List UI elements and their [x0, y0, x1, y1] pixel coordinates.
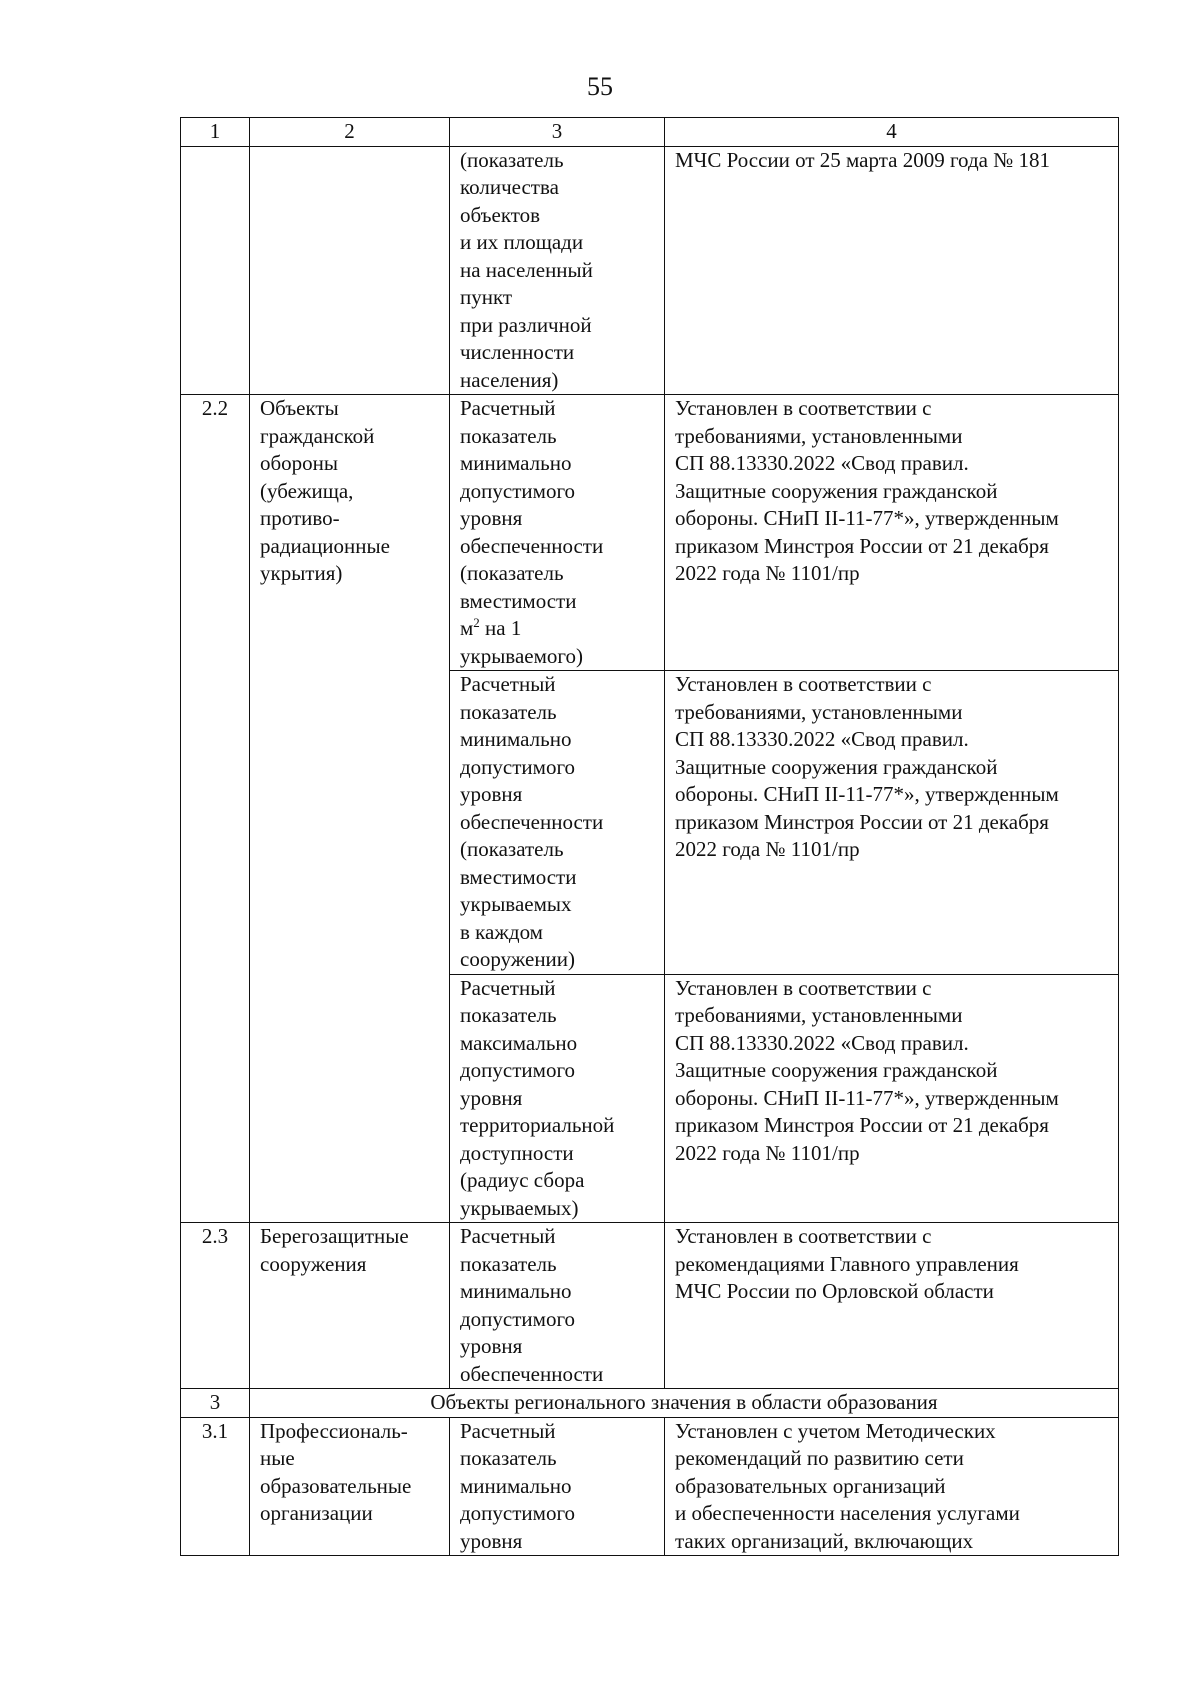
text-line: минимально	[460, 451, 572, 475]
text-line: укрываемого)	[460, 643, 583, 668]
text-line: СП 88.13330.2022 «Свод правил.	[675, 1030, 969, 1055]
cell-indicator	[450, 1223, 665, 1389]
text-line: 2022 года № 1101/пр	[675, 1140, 860, 1165]
text-line: численности	[460, 340, 575, 364]
text-line: уровня	[460, 782, 523, 806]
text-line: количества	[460, 175, 559, 199]
header-cell-1: 1	[181, 118, 250, 147]
cell-basis	[665, 974, 1119, 1223]
cell-basis	[665, 395, 1119, 671]
text-line: обороны. СНиП II-11-77*», утвержденным	[675, 782, 1059, 806]
text-line: гражданской	[260, 423, 375, 448]
cell-indicator	[450, 395, 665, 671]
table-header-row	[181, 118, 1119, 147]
unit-superscript: 2	[473, 615, 480, 630]
text-line: (показатель	[460, 561, 564, 585]
text-line: Установлен в соответствии с	[675, 975, 932, 1000]
section-title: Объекты регионального значения в области образования	[250, 1389, 1119, 1418]
text-line: Профессиональ-	[260, 1418, 408, 1443]
text-line: допустимого	[460, 1306, 576, 1331]
text-line: допустимого	[460, 478, 576, 503]
text-line: минимально	[460, 1279, 572, 1303]
text-line: Установлен в соответствии с	[675, 672, 932, 696]
text-line: Расчетный	[460, 396, 556, 420]
table-row-section-3	[181, 1389, 1119, 1418]
text-line: объектов	[460, 202, 541, 227]
cell-indicator	[450, 1417, 665, 1556]
table-row-2-2-a	[181, 395, 1119, 671]
text-line: и обеспеченности населения услугами	[675, 1501, 1020, 1525]
text-line: вместимости	[460, 864, 577, 889]
table-row-2-3	[181, 1223, 1119, 1389]
cell-indicator	[450, 146, 665, 395]
text-line: допустимого	[460, 1058, 576, 1082]
cell-indicator	[450, 974, 665, 1223]
text-line: (показатель	[460, 147, 564, 172]
text-line: пункт	[460, 285, 513, 309]
text-line: показатель	[460, 423, 557, 448]
text-line: образовательные	[260, 1473, 412, 1498]
text-line: Расчетный	[460, 672, 556, 696]
text-line: Защитные сооружения гражданской	[675, 754, 998, 779]
text-line: организации	[260, 1501, 373, 1525]
text-line: противо-	[260, 506, 340, 530]
cell-number: 2.3	[181, 1223, 250, 1389]
text-line: уровня	[460, 1334, 523, 1358]
header-cell-2: 2	[250, 118, 450, 147]
cell-name	[250, 395, 450, 1223]
text-line: рекомендациями Главного управления	[675, 1251, 1019, 1276]
text-line: (убежища,	[260, 478, 354, 503]
text-line: максимально	[460, 1030, 578, 1055]
cell-name-empty	[250, 146, 450, 395]
text-line: Установлен с учетом Методических	[675, 1418, 996, 1443]
text-line: Берегозащитные	[260, 1224, 409, 1248]
cell-basis	[665, 671, 1119, 975]
table-row-continuation	[181, 146, 1119, 395]
text-line: требованиями, установленными	[675, 423, 963, 448]
text-line: минимально	[460, 1473, 572, 1498]
unit-m: м	[460, 616, 474, 640]
text-line: приказом Минстроя России от 21 декабря	[675, 1113, 1049, 1137]
text-line: вместимости	[460, 588, 577, 613]
text-line: ные	[260, 1446, 295, 1470]
text-line: 2022 года № 1101/пр	[675, 837, 860, 861]
text-line: в каждом	[460, 919, 543, 944]
text-line: показатель	[460, 1446, 557, 1470]
text-line: СП 88.13330.2022 «Свод правил.	[675, 451, 969, 475]
text-line: уровня	[460, 1528, 523, 1553]
text-line: Расчетный	[460, 1224, 556, 1248]
cell-basis	[665, 146, 1119, 395]
text-line: (показатель	[460, 837, 564, 861]
text-line: Установлен в соответствии с	[675, 396, 932, 420]
text-line: Установлен в соответствии с	[675, 1224, 932, 1248]
text-line: 2022 года № 1101/пр	[675, 561, 860, 585]
text-line: укрываемых	[460, 892, 572, 916]
text-line: обороны. СНиП II-11-77*», утвержденным	[675, 506, 1059, 530]
text-line: требованиями, установленными	[675, 1003, 963, 1027]
text-line: показатель	[460, 1251, 557, 1276]
text-line: минимально	[460, 727, 572, 751]
indicator-text-b	[460, 643, 654, 671]
text-line: обороны. СНиП II-11-77*», утвержденным	[675, 1085, 1059, 1110]
text-line: и их площади	[460, 230, 584, 254]
cell-basis	[665, 1417, 1119, 1556]
indicator-unit-line	[460, 615, 654, 643]
cell-number: 2.2	[181, 395, 250, 1223]
text-line: показатель	[460, 1003, 557, 1027]
unit-per-one: на 1	[479, 616, 522, 640]
text-line: Объекты	[260, 396, 339, 420]
text-line: показатель	[460, 699, 557, 724]
text-line: при различной	[460, 312, 592, 337]
text-line: уровня	[460, 506, 523, 530]
text-line: сооружении)	[460, 947, 576, 971]
text-line: Расчетный	[460, 975, 556, 1000]
text-line: приказом Минстроя России от 21 декабря	[675, 533, 1049, 558]
text-line: МЧС России по Орловской области	[675, 1279, 994, 1303]
text-line: обеспеченности	[460, 1361, 604, 1386]
text-line: обеспеченности	[460, 809, 604, 834]
text-line: (радиус сбора	[460, 1168, 585, 1192]
cell-indicator	[450, 671, 665, 975]
text-line: рекомендаций по развитию сети	[675, 1446, 964, 1470]
cell-name	[250, 1223, 450, 1389]
text-line: населения)	[460, 367, 559, 392]
cell-number: 3	[181, 1389, 250, 1418]
text-line: Защитные сооружения гражданской	[675, 478, 998, 503]
text-line: приказом Минстроя России от 21 декабря	[675, 809, 1049, 834]
text-line: укрываемых)	[460, 1195, 579, 1220]
text-line: Защитные сооружения гражданской	[675, 1058, 998, 1082]
text-line: доступности	[460, 1140, 574, 1165]
cell-number-empty	[181, 146, 250, 395]
cell-name	[250, 1417, 450, 1556]
document-table	[180, 117, 1119, 1556]
text-line: допустимого	[460, 1501, 576, 1525]
text-line: Расчетный	[460, 1418, 556, 1443]
text-line: территориальной	[460, 1113, 615, 1137]
text-line: на населенный	[460, 257, 593, 282]
header-cell-3: 3	[450, 118, 665, 147]
text-line: СП 88.13330.2022 «Свод правил.	[675, 727, 969, 751]
text-line: сооружения	[260, 1251, 367, 1276]
text-line: радиационные	[260, 533, 390, 558]
text-line: укрытия)	[260, 561, 343, 585]
text-line: обороны	[260, 451, 339, 475]
cell-number: 3.1	[181, 1417, 250, 1556]
text-line: образовательных организаций	[675, 1473, 946, 1498]
text-line: обеспеченности	[460, 533, 604, 558]
text-line: МЧС России от 25 марта 2009 года № 181	[675, 147, 1050, 172]
indicator-text-a	[460, 395, 654, 615]
cell-basis	[665, 1223, 1119, 1389]
text-line: требованиями, установленными	[675, 699, 963, 724]
page-number: 55	[587, 72, 613, 101]
text-line: допустимого	[460, 754, 576, 779]
table-row-3-1	[181, 1417, 1119, 1556]
text-line: уровня	[460, 1085, 523, 1110]
header-cell-4: 4	[665, 118, 1119, 147]
text-line: таких организаций, включающих	[675, 1528, 974, 1553]
